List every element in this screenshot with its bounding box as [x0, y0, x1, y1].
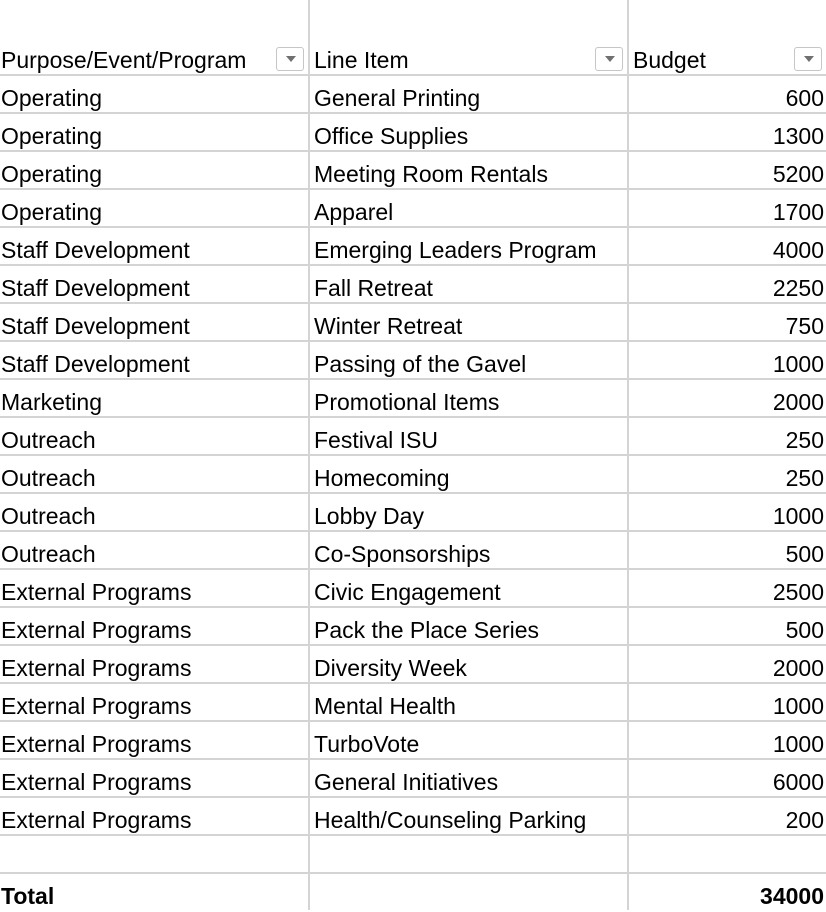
budget-cell[interactable]: 750: [785, 313, 824, 339]
budget-cell[interactable]: 1300: [772, 123, 824, 149]
budget-cell[interactable]: 2250: [772, 275, 824, 301]
purpose-cell[interactable]: Operating: [1, 123, 103, 149]
total-label[interactable]: Total: [1, 883, 55, 909]
purpose-cell[interactable]: External Programs: [1, 617, 192, 643]
budget-cell[interactable]: 1000: [772, 503, 824, 529]
budget-cell[interactable]: 500: [785, 617, 824, 643]
line-item-cell[interactable]: TurboVote: [314, 731, 420, 757]
table-row: [0, 266, 826, 304]
table-row: [0, 456, 826, 494]
table-row: [0, 494, 826, 532]
table-row: [0, 608, 826, 646]
line-item-cell[interactable]: Meeting Room Rentals: [314, 161, 548, 187]
empty-row: [0, 836, 826, 874]
table-row: [0, 190, 826, 228]
table-row: [0, 380, 826, 418]
table-row: [0, 76, 826, 114]
table-row: [0, 646, 826, 684]
budget-cell[interactable]: 1000: [772, 693, 824, 719]
line-item-cell[interactable]: Mental Health: [314, 693, 456, 719]
filter-dropdown-icon[interactable]: [276, 47, 304, 71]
filter-dropdown-icon[interactable]: [794, 47, 822, 71]
table-row: [0, 152, 826, 190]
table-row: [0, 722, 826, 760]
purpose-cell[interactable]: External Programs: [1, 693, 192, 719]
purpose-cell[interactable]: Outreach: [1, 541, 96, 567]
budget-cell[interactable]: 4000: [772, 237, 824, 263]
purpose-cell[interactable]: External Programs: [1, 731, 192, 757]
purpose-cell[interactable]: Operating: [1, 85, 103, 111]
header-row: [0, 38, 826, 76]
line-item-cell[interactable]: Fall Retreat: [314, 275, 433, 301]
budget-cell[interactable]: 2000: [772, 655, 824, 681]
line-item-cell[interactable]: Health/Counseling Parking: [314, 807, 587, 833]
table-row: [0, 342, 826, 380]
line-item-cell[interactable]: Lobby Day: [314, 503, 424, 529]
purpose-cell[interactable]: Outreach: [1, 427, 96, 453]
budget-cell[interactable]: 250: [785, 427, 824, 453]
purpose-cell[interactable]: Outreach: [1, 503, 96, 529]
budget-cell[interactable]: 1000: [772, 731, 824, 757]
line-item-cell[interactable]: Pack the Place Series: [314, 617, 540, 643]
budget-cell[interactable]: 600: [785, 85, 824, 111]
line-item-cell[interactable]: Emerging Leaders Program: [314, 237, 597, 263]
line-item-cell[interactable]: Promotional Items: [314, 389, 500, 415]
table-row: [0, 114, 826, 152]
purpose-cell[interactable]: Operating: [1, 161, 103, 187]
purpose-cell[interactable]: External Programs: [1, 655, 192, 681]
header-purpose[interactable]: Purpose/Event/Program: [1, 47, 247, 73]
budget-cell[interactable]: 2000: [772, 389, 824, 415]
line-item-cell[interactable]: Co-Sponsorships: [314, 541, 491, 567]
table-row: [0, 304, 826, 342]
table-row: [0, 418, 826, 456]
purpose-cell[interactable]: Staff Development: [1, 237, 190, 263]
filter-dropdown-icon[interactable]: [595, 47, 623, 71]
budget-cell[interactable]: 1000: [772, 351, 824, 377]
table-row: [0, 684, 826, 722]
line-item-cell[interactable]: Festival ISU: [314, 427, 438, 453]
line-item-cell[interactable]: General Printing: [314, 85, 481, 111]
line-item-cell[interactable]: Apparel: [314, 199, 394, 225]
budget-cell[interactable]: 200: [785, 807, 824, 833]
purpose-cell[interactable]: External Programs: [1, 807, 192, 833]
purpose-cell[interactable]: Marketing: [1, 389, 102, 415]
total-row: [0, 874, 826, 912]
purpose-cell[interactable]: External Programs: [1, 769, 192, 795]
table-row: [0, 798, 826, 836]
line-item-cell[interactable]: Passing of the Gavel: [314, 351, 527, 377]
budget-cell[interactable]: 5200: [772, 161, 824, 187]
budget-cell[interactable]: 500: [785, 541, 824, 567]
purpose-cell[interactable]: Staff Development: [1, 313, 190, 339]
table-row: [0, 532, 826, 570]
line-item-cell[interactable]: Diversity Week: [314, 655, 467, 681]
line-item-cell[interactable]: General Initiatives: [314, 769, 499, 795]
purpose-cell[interactable]: Staff Development: [1, 275, 190, 301]
table-row: [0, 760, 826, 798]
table-row: [0, 570, 826, 608]
budget-cell[interactable]: 250: [785, 465, 824, 491]
purpose-cell[interactable]: External Programs: [1, 579, 192, 605]
purpose-cell[interactable]: Staff Development: [1, 351, 190, 377]
line-item-cell[interactable]: Winter Retreat: [314, 313, 463, 339]
header-line-item[interactable]: Line Item: [314, 47, 409, 73]
budget-cell[interactable]: 1700: [772, 199, 824, 225]
line-item-cell[interactable]: Homecoming: [314, 465, 450, 491]
header-budget[interactable]: Budget: [633, 47, 706, 73]
line-item-cell[interactable]: Office Supplies: [314, 123, 469, 149]
purpose-cell[interactable]: Outreach: [1, 465, 96, 491]
purpose-cell[interactable]: Operating: [1, 199, 103, 225]
budget-cell[interactable]: 6000: [772, 769, 824, 795]
total-value[interactable]: 34000: [760, 883, 824, 909]
line-item-cell[interactable]: Civic Engagement: [314, 579, 501, 605]
budget-cell[interactable]: 2500: [772, 579, 824, 605]
table-row: [0, 228, 826, 266]
